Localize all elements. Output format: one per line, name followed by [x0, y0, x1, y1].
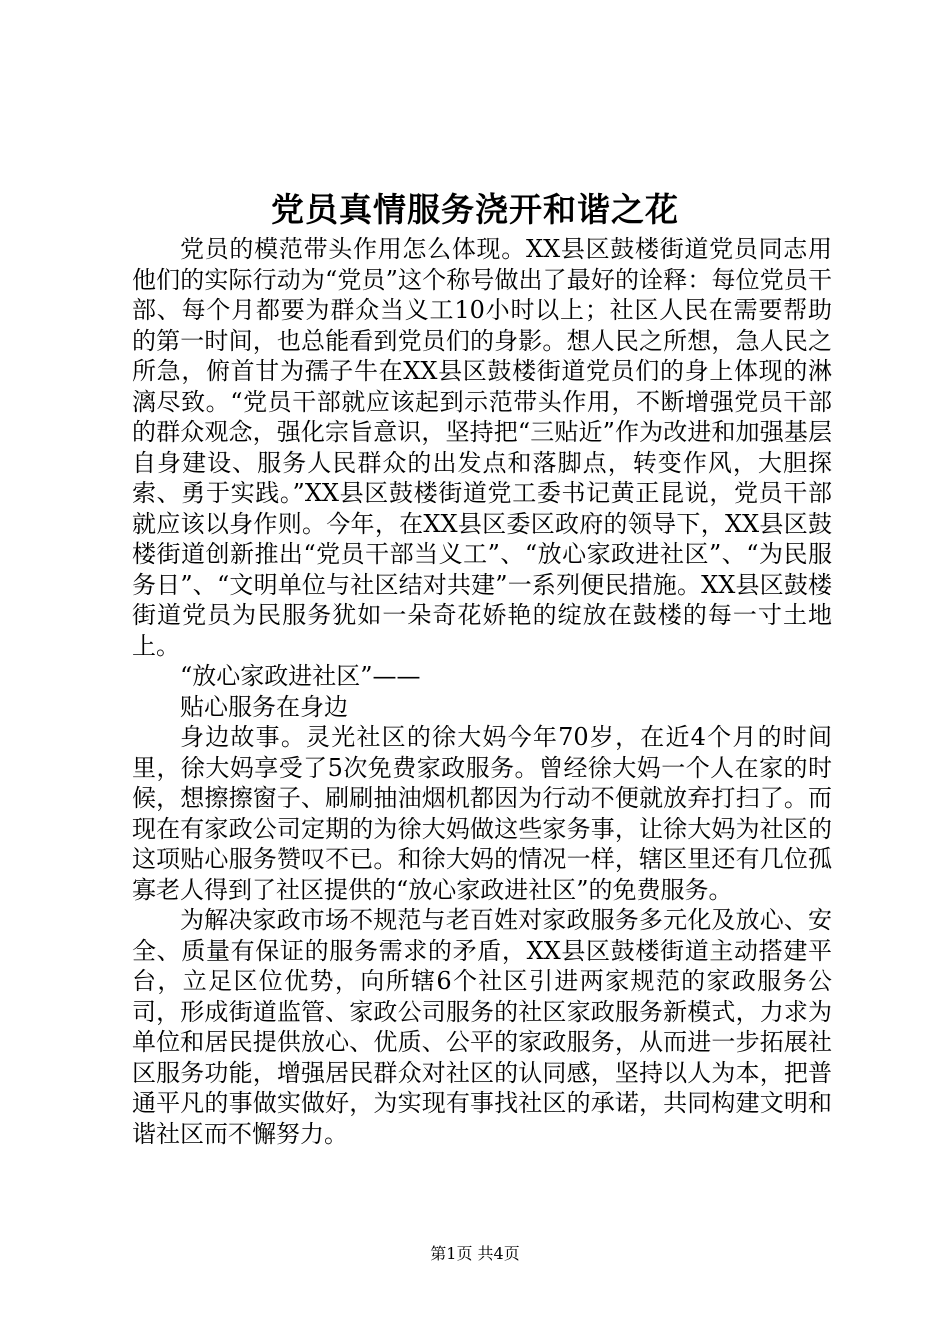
document-body — [132, 234, 832, 1149]
page-footer: 第1页 共4页 — [430, 1244, 520, 1263]
paragraph-intro: 党员的模范带头作用怎么体现。XX县区鼓楼街道党员同志用他们的实际行动为“党员”这个称号做出了最好的诠释：每位党员干部、每个月都要为群众当义工10小时以上；社区人民在需要帮助的第一时间，也总能看到党员们的身影。想人民之所想，急人民之所急，俯首甘为孺子牛在XX县区鼓楼街道党员们的身上体现的淋漓尽致。“党员干部就应该起到示范带头作用，不断增强党员干部的群众观念，强化宗旨意识，坚持把“三贴近”作为改进和加强基层自身建设、服务人民群众的出发点和落脚点，转变作风，大胆探索、勇于实践。”XX县区鼓楼街道党工委书记黄正昆说，党员干部就应该以身作则。今年，在XX县区委区政府的领导下，XX县区鼓楼街道创新推出“党员干部当义工”、“放心家政进社区”、“为民服务日”、“文明单位与社区结对共建”一系列便民措施。XX县区鼓楼街道党员为民服务犹如一朵奇花娇艳的绽放在鼓楼的每一寸土地上。 — [132, 235, 832, 660]
subheading-line-1: “放心家政进社区”—— — [180, 662, 421, 690]
paragraph-story: 身边故事。灵光社区的徐大妈今年70岁，在近4个月的时间里，徐大妈享受了5次免费家政服务。曾经徐大妈一个人在家的时候，想擦擦窗子、刷刷抽油烟机都因为行动不便就放弃打扫了。而现在有家政公司定期的为徐大妈做这些家务事，让徐大妈为社区的这项贴心服务赞叹不已。和徐大妈的情况一样，辖区里还有几位孤寡老人得到了社区提供的“放心家政进社区”的免费服务。 — [132, 723, 832, 904]
paragraph-solution: 为解决家政市场不规范与老百姓对家政服务多元化及放心、安全、质量有保证的服务需求的矛盾，XX县区鼓楼街道主动搭建平台，立足区位优势，向所辖6个社区引进两家规范的家政服务公司，形成街道监管、家政公司服务的社区家政服务新模式，力求为单位和居民提供放心、优质、公平的家政服务，从而进一步拓展社区服务功能，增强居民群众对社区的认同感，坚持以人为本，把普通平凡的事做实做好，为实现有事找社区的承诺，共同构建文明和谐社区而不懈努力。 — [132, 906, 832, 1148]
document-title: 党员真情服务浇开和谐之花 — [271, 190, 679, 229]
subheading-line-2: 贴心服务在身边 — [180, 692, 348, 721]
